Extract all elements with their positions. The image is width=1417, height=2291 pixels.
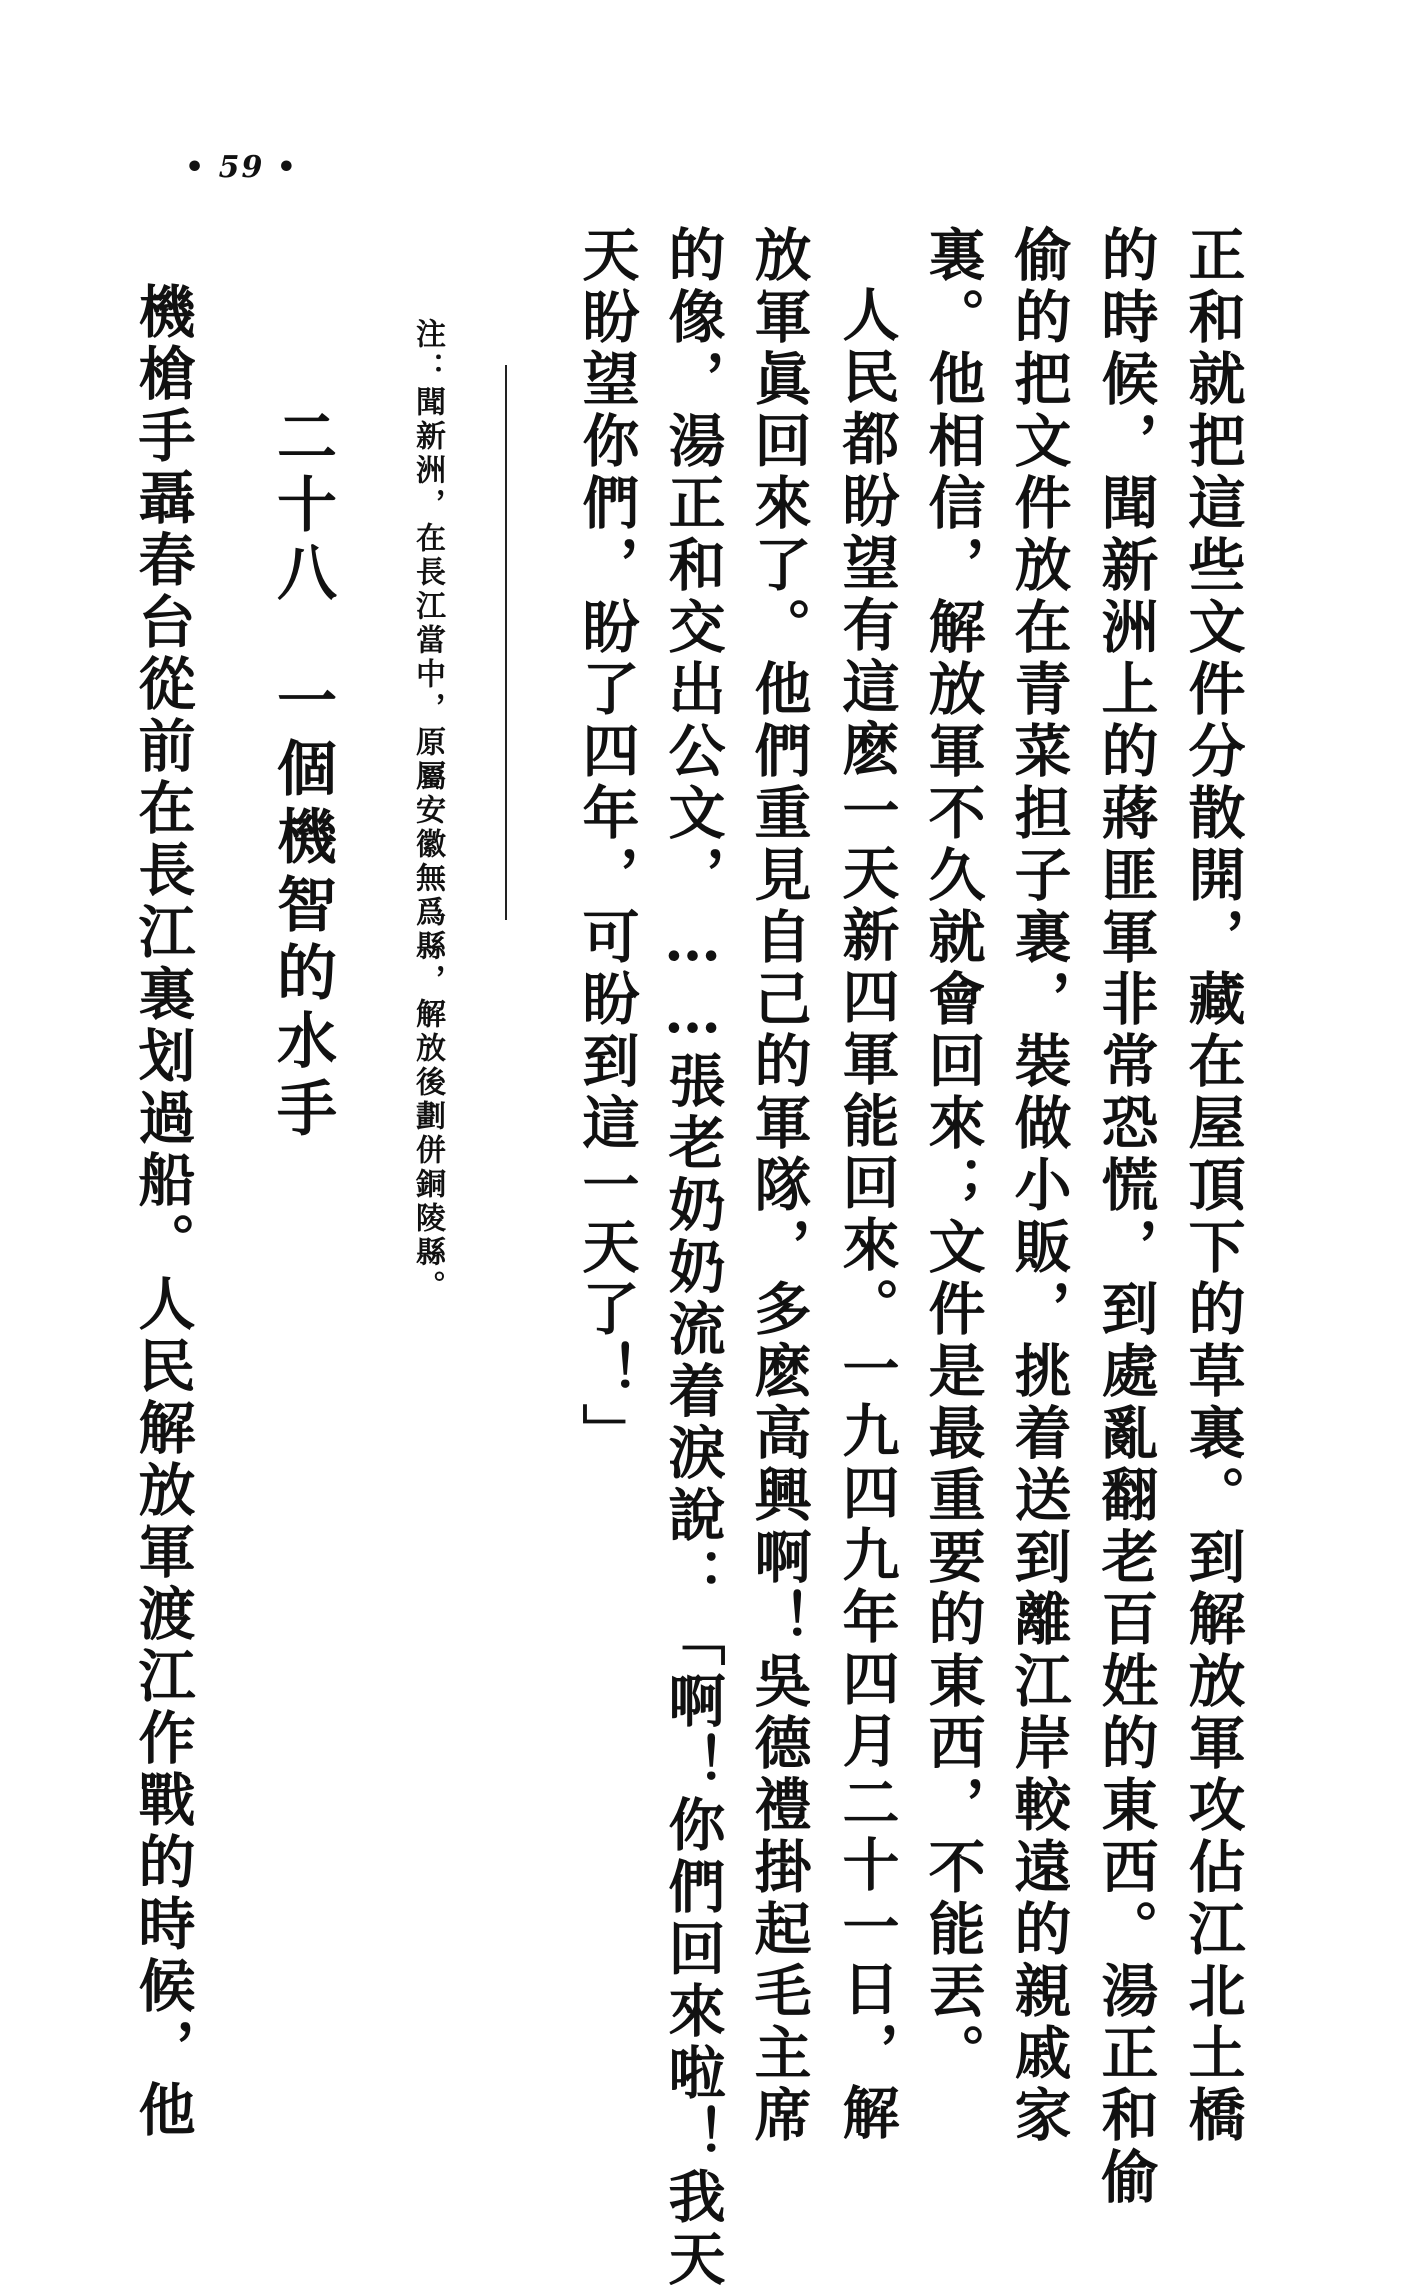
body-column-1: 正和就把這些文件分散開，藏在屋頂下的草裏。到解放軍攻佔江北土橋 (1179, 225, 1246, 2147)
chapter-title: 一個機智的水手 (267, 669, 337, 1145)
body-column-8: 天盼望你們，盼了四年，可盼到這一天了！」 (573, 225, 640, 1465)
body-column-7: 的像，湯正和交出公文，……張老奶奶流着淚說：「啊！你們回來啦！我天 (659, 225, 726, 2291)
page-number: • 59 • (185, 150, 298, 185)
chapter-first-column: 機槍手聶春台從前在長江裏划過船。人民解放軍渡江作戰的時候，他 (129, 282, 196, 2142)
chapter-heading (267, 405, 337, 1145)
body-column-3: 偷的把文件放在青菜担子裏，裝做小販，挑着送到離江岸較遠的親戚家 (1005, 225, 1072, 2147)
body-column-5: 人民都盼望有這麽一天新四軍能回來。一九四九年四月二十一日，解 (833, 285, 900, 2145)
body-column-4: 裏。他相信，解放軍不久就會回來；文件是最重要的東西，不能丟。 (919, 225, 986, 2085)
footnote-divider (505, 365, 507, 920)
chapter-number: 二十八 (267, 405, 337, 609)
body-column-6: 放軍眞回來了。他們重見自己的軍隊，多麽高興啊！吳德禮掛起毛主席 (745, 225, 812, 2147)
body-column-2: 的時候，聞新洲上的蔣匪軍非常恐慌，到處亂翻老百姓的東西。湯正和偷 (1092, 225, 1159, 2209)
footnote: 注：聞新洲，在長江當中，原屬安徽無爲縣，解放後劃併銅陵縣。 (410, 318, 445, 1304)
